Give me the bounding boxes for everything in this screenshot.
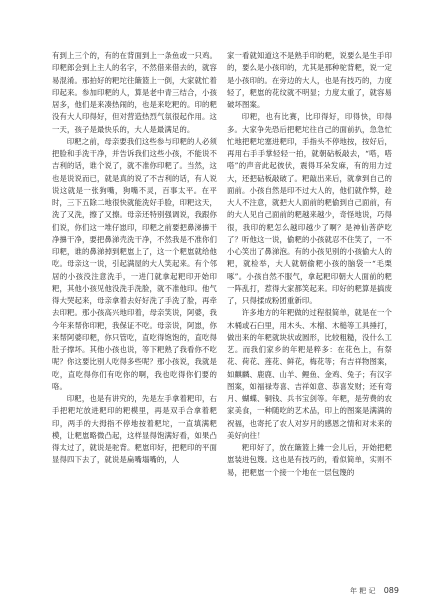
- right-text-column: [227, 50, 392, 479]
- paragraph: 家一看就知道这不是熟手印的粑，说要么是生手印的，要么是小孩印的，尤其是那种驼背粑，说一定是小孩印的。在旁边的大人，也是有技巧的，力度轻了，粑崽的花纹就不明显；力度太重了，就容易破坏图案。: [227, 51, 392, 109]
- paragraph: 印粑，也有比赛，比印得好，印得快，印得多。大家争先恐后把粑坨往自己的面前扒，急急忙忙地把粑坨塞进粑印，手指头不停地按，按好后，再用右手手掌轻轻一拍，就朝砧板敲去，“嗒，嗒嗒”的声音此起彼伏，震得耳朵发麻，有的用力过大，还把砧板敲破了。粑敲出来后，就拿到自己的面前。小孩自然是印不过大人的，他们就作弊，趁大人不注意，就把大人面前的粑偷到自己面前，有的大人见自己面前的粑越来越少，奇怪地说，巧得很，我印的粑怎么越印越少了啊？是神仙菩萨吃了？听他这一说，偷粑的小孩就忍不住笑了，一不小心笑出了鼻涕泡。有的小孩见别的小孩偷大人的粑，就检举，大人就朝偷粑小孩的脑袋一“毛栗啄”。小孩自然不服气，拿起粑印朝大人面前的粑一阵乱打，惹得大家都笑起来。印好的粑算是搞废了，只得揉成粉团重新印。: [227, 112, 392, 305]
- paragraph: 印粑之前，母亲要我们这些参与印粑的人必须把脸和手洗干净，并告诉我们这些小孩，不能说不吉利的话，谁个说了，就不准你印粑了。当然，这也是说说而已，就是真的说了不吉利的话，有人说说这就是一张狗嘴，狗嘴不灵，百事太平。在平时，三下五除二地很快就能洗好手脸，印粑这天，洗了又洗，擦了又擦。母亲还特别强调说，我跟你们说，你们这一堆仔崽印，印粑之前要把鼻涕擤干净擤干净，要把鼻涕壳洗干净，不然我是不准你们印粑，谁的鼻涕掉到粑崽上了，这一个粑崽就给他吃。母亲这一说，引起满屋的大人笑起来。有个邻居的小孩没注意洗手，一进门就拿起粑印开始印粑，其他小孩见他没洗手洗脸，就不准他印。他气得大哭起来，母亲拿着去好好洗了手洗了脸，再牵去印粑。那小孩高兴地印着，母亲笑说，阿婆，我今年来帮你印粑，我保证不吃。母亲说，阿崽，你来帮阿婆印粑，你只管吃，直吃得饱饱的，直吃得肚子撑坏。其他小孩也说，等下粑熟了我看你不吃呢？你这要比别人吃得多些呢？那小孩说，我就是吃，直吃得你们有吃你的啊，我也吃得你们要的咯。: [52, 136, 217, 391]
- left-text-column: [52, 50, 217, 467]
- paragraph: 有到上三个的，有的在背面到上一条鱼或一只鸡。印粑郎会到上主人的名字，不然借来借去的，就容易混淆。那拍好的粑坨往簸篮上一倒，大家就忙着印起来。参加印粑的人，算是老中青三结合，小孩居多，他们是来凑热闹的，也是来吃粑的。印的粑没有大人印得好，但对营造热烈气氛很起作用。这一天，孩子是最快乐的，大人是最满足的。: [52, 51, 217, 134]
- paragraph: 许多地方的年粑做的过程很简单，就是在一个木桶或石臼里，用木头、木榴、木槌等工具捶打，做出来的年粑就块状或圆形，比较粗糙，没什么工艺。而我们家乡的年粑是粹多：在花色上，有祭花、荷花、莲花、鲜花，梅花等；有吉祥物图案，如麒麟、鹿鹿、山羊、鲤鱼、金鸡、兔子；有汉字图案，如福禄寿喜、吉祥如意、恭喜发财；还有弯月、蝴蝶、铜钱、兵书宝剑等。年粑，是劳费的农家美食，一种随吃的艺术品，印上的图案是满满的祝福，也寄托了农人对岁月的感恩之情和对未来的美好向往！: [227, 308, 392, 440]
- paragraph: 粑印好了，放在簸篮上摊一会儿后，开始把粑崽装进包篾。这也是有技巧的，看似简单，实则不易，把粑崽一个接一个地在一层包篾的: [227, 443, 392, 477]
- page-number: 089: [383, 586, 399, 595]
- running-title: 年 粑 记: [350, 587, 376, 595]
- page-footer: [350, 586, 399, 596]
- paragraph: 印粑，也是有讲究的，先是左手拿着粑印，右手把粑坨放进粑印的粑模里，再是双手合拿着粑印，两手的大拇指不停地按着粑坨，一直填满粑模，让粑崽略微凸起，这样显得饱满好看，如果凸得太过了，就说是驼背。粑崽印好，把粑印的平面显得四下去了，就说是扁嘴塌嘴的，人: [52, 394, 217, 465]
